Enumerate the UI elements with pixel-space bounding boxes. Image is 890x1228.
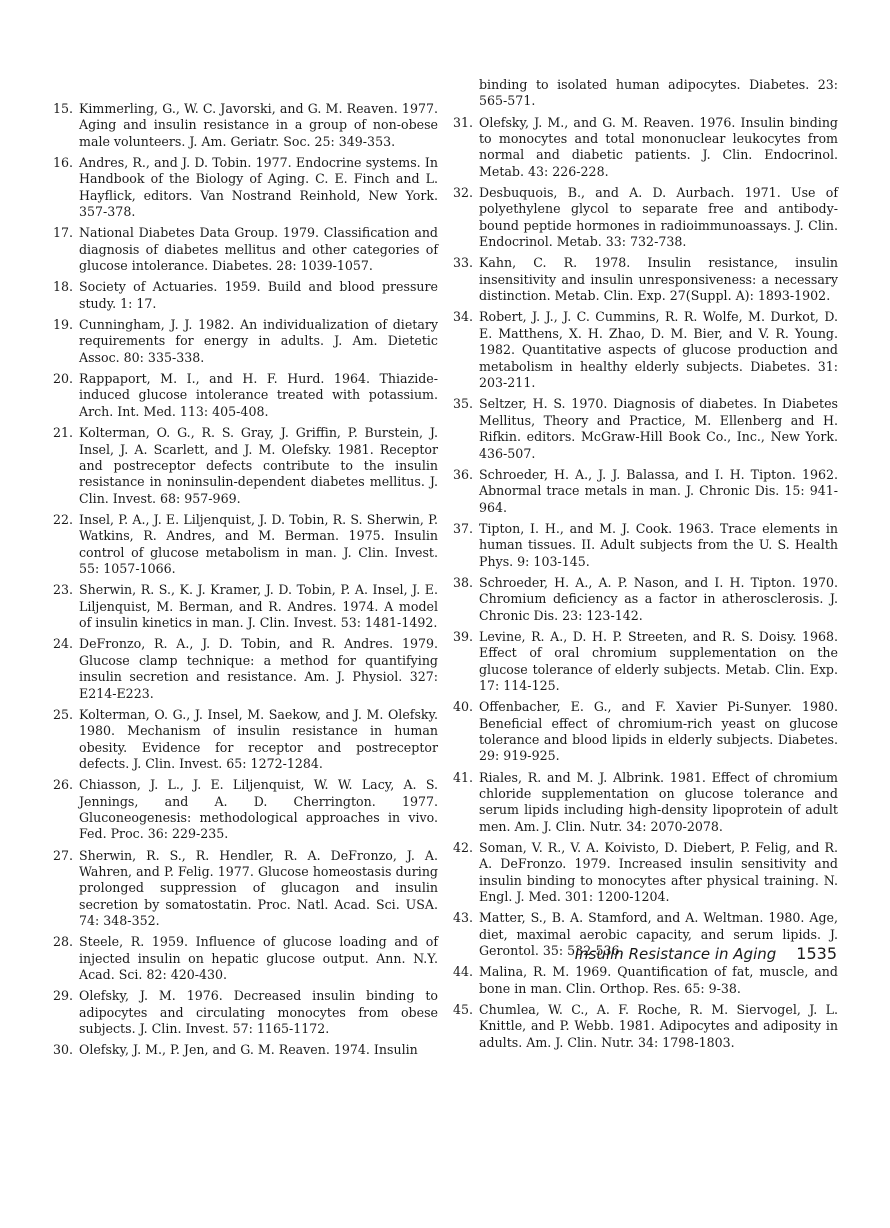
reference-text: National Diabetes Data Group. 1979. Classification and diagnosis of diabetes mellitus and other categories of glucose intolerance. Diabetes. 28: 1039-1057. bbox=[79, 225, 438, 274]
reference-text: Kolterman, O. G., R. S. Gray, J. Griffin, P. Burstein, J. Insel, J. A. Scarlett, and J. M. Olefsky. 1981. Receptor and postreceptor defects contribute to the insulin resistance in noninsulin-dependent diabetes mellitus. J. Clin. Invest. 68: 957-969. bbox=[79, 425, 438, 506]
reference-number: 31. bbox=[453, 114, 474, 130]
reference-item bbox=[53, 101, 438, 150]
reference-text: Andres, R., and J. D. Tobin. 1977. Endocrine systems. In Handbook of the Biology of Aging. C. E. Finch and L. Hayflick, editors. Van Nostrand Reinhold, New York. 357-378. bbox=[79, 155, 438, 220]
reference-number: 42. bbox=[453, 840, 474, 856]
reference-text: Desbuquois, B., and A. D. Aurbach. 1971. Use of polyethylene glycol to separate free and antibody-bound peptide hormones in radioimmunoassays. J. Clin. Endocrinol. Metab. 33: 732-738. bbox=[479, 185, 838, 250]
reference-text: Seltzer, H. S. 1970. Diagnosis of diabetes. In Diabetes Mellitus, Theory and Practice, M. Ellenberg and H. Rifkin. editors. McGraw-Hill Book Co., Inc., New York. 436-507. bbox=[479, 396, 838, 461]
reference-number: 40. bbox=[453, 699, 474, 715]
reference-text: Schroeder, H. A., J. J. Balassa, and I. H. Tipton. 1962. Abnormal trace metals in man. J. Chronic Dis. 15: 941-964. bbox=[479, 466, 838, 515]
reference-number: 15. bbox=[53, 101, 74, 116]
reference-continuation bbox=[453, 77, 838, 110]
reference-item bbox=[453, 467, 838, 516]
reference-text: Robert, J. J., J. C. Cummins, R. R. Wolfe, M. Durkot, D. E. Matthens, X. H. Zhao, D. M. Bier, and V. R. Young. 1982. Quantitative aspects of glucose production and metabolism in healthy elderly subjects. Diabetes. 31: 203-211. bbox=[479, 309, 838, 391]
reference-text: Insel, P. A., J. E. Liljenquist, J. D. Tobin, R. S. Sherwin, P. Watkins, R. Andres, and M. Berman. 1975. Insulin control of glucose metabolism in man. J. Clin. Invest. 55: 1057-1066. bbox=[79, 511, 438, 577]
reference-number: 20. bbox=[53, 371, 74, 387]
reference-number: 27. bbox=[53, 847, 74, 863]
reference-text: Sherwin, R. S., R. Hendler, R. A. DeFronzo, J. A. Wahren, and P. Felig. 1977. Glucose homeostasis during prolonged suppression of glucagon and insulin secretion by somatostatin. Proc. Natl. Acad. Sci. USA. 74: 348-352. bbox=[79, 847, 438, 929]
reference-text: Kolterman, O. G., J. Insel, M. Saekow, and J. M. Olefsky. 1980. Mechanism of insulin resistance in human obesity. Evidence for receptor and postreceptor defects. J. Clin. Invest. 65: 1272-1284. bbox=[79, 706, 438, 771]
reference-number: 28. bbox=[53, 934, 74, 950]
reference-item bbox=[453, 115, 838, 181]
reference-text: Steele, R. 1959. Influence of glucose loading and of injected insulin on hepatic glucose output. Ann. N.Y. Acad. Sci. 82: 420-430. bbox=[79, 934, 438, 983]
reference-item bbox=[453, 396, 838, 462]
reference-item bbox=[53, 848, 438, 930]
reference-text: Riales, R. and M. J. Albrink. 1981. Effect of chromium chloride supplementation on glucose tolerance and serum lipids including high-density lipoprotein of adult men. Am. J. Clin. Nutr. 34: 2070-2078. bbox=[479, 769, 838, 834]
reference-item bbox=[53, 317, 438, 366]
reference-number: 38. bbox=[453, 574, 474, 590]
reference-text: Malina, R. M. 1969. Quantification of fat, muscle, and bone in man. Clin. Orthop. Res. 65: 9-38. bbox=[479, 964, 838, 996]
reference-text: Olefsky, J. M., and G. M. Reaven. 1976. Insulin binding to monocytes and total mononuclear leukocytes from normal and diabetic patients. J. Clin. Endocrinol. Metab. 43: 226-228. bbox=[479, 114, 838, 179]
reference-text: Kimmerling, G., W. C. Javorski, and G. M. Reaven. 1977. Aging and insulin resistance in a group of non-obese male volunteers. J. Am. Geriatr. Soc. 25: 349-353. bbox=[79, 101, 438, 149]
reference-number: 41. bbox=[453, 769, 474, 785]
reference-text: binding to isolated human adipocytes. Diabetes. 23: 565-571. bbox=[479, 77, 838, 109]
reference-item bbox=[53, 279, 438, 312]
reference-item bbox=[453, 255, 838, 304]
reference-item bbox=[53, 934, 438, 983]
reference-item bbox=[453, 185, 838, 251]
reference-text: DeFronzo, R. A., J. D. Tobin, and R. Andres. 1979. Glucose clamp technique: a method for quantifying insulin secretion and resistance. Am. J. Physiol. 327: E214-E223. bbox=[79, 636, 438, 701]
reference-text: Olefsky, J. M. 1976. Decreased insulin binding to adipocytes and circulating monocytes from obese subjects. J. Clin. Invest. 57: 1165-1172. bbox=[79, 988, 438, 1037]
reference-text: Society of Actuaries. 1959. Build and blood pressure study. 1: 17. bbox=[79, 279, 438, 311]
reference-item bbox=[53, 636, 438, 702]
reference-number: 25. bbox=[53, 706, 74, 722]
reference-number: 43. bbox=[453, 910, 474, 926]
reference-text: Rappaport, M. I., and H. F. Hurd. 1964. Thiazide-induced glucose intolerance treated with potassium. Arch. Int. Med. 113: 405-408. bbox=[79, 371, 438, 419]
reference-number: 30. bbox=[53, 1042, 74, 1058]
reference-number: 29. bbox=[53, 988, 74, 1004]
reference-number: 19. bbox=[53, 317, 74, 333]
reference-item bbox=[453, 521, 838, 570]
reference-text: Matter, S., B. A. Stamford, and A. Weltman. 1980. Age, diet, maximal aerobic capacity, and serum lipids. J. Gerontol. 35: 532-536. bbox=[479, 910, 838, 959]
page-footer bbox=[575, 944, 837, 963]
reference-number: 21. bbox=[53, 425, 74, 441]
running-title: Insulin Resistance in Aging bbox=[574, 945, 777, 963]
reference-number: 45. bbox=[453, 1002, 474, 1018]
reference-text: Schroeder, H. A., A. P. Nason, and I. H. Tipton. 1970. Chromium deficiency as a factor in atherosclerosis. J. Chronic Dis. 23: 123-142. bbox=[479, 574, 838, 623]
reference-number: 22. bbox=[53, 511, 74, 527]
reference-number: 44. bbox=[453, 964, 474, 980]
reference-text: Soman, V. R., V. A. Koivisto, D. Diebert, P. Felig, and R. A. DeFronzo. 1979. Increased insulin sensitivity and insulin binding to monocytes after physical training. N. Engl. J. Med. 301: 1200-1204. bbox=[479, 840, 838, 905]
reference-number: 16. bbox=[53, 155, 74, 171]
reference-item bbox=[453, 770, 838, 836]
reference-item bbox=[53, 155, 438, 221]
reference-list-right bbox=[453, 77, 838, 1056]
reference-text: Chiasson, J. L., J. E. Liljenquist, W. W. Lacy, A. S. Jennings, and A. D. Cherrington. 1977. Gluconeogenesis: methodological approaches in vivo. Fed. Proc. 36: 229-235. bbox=[79, 777, 438, 842]
reference-number: 32. bbox=[453, 185, 474, 201]
reference-list-left bbox=[53, 101, 438, 1064]
reference-item bbox=[453, 964, 838, 997]
reference-number: 37. bbox=[453, 520, 474, 536]
reference-item bbox=[53, 371, 438, 420]
reference-item bbox=[53, 777, 438, 843]
reference-number: 39. bbox=[453, 628, 474, 644]
reference-number: 17. bbox=[53, 225, 74, 241]
reference-number: 18. bbox=[53, 279, 74, 295]
page-number: 1535 bbox=[796, 944, 837, 963]
reference-item bbox=[53, 425, 438, 507]
reference-text: Sherwin, R. S., K. J. Kramer, J. D. Tobin, P. A. Insel, J. E. Liljenquist, M. Berman, and R. Andres. 1974. A model of insulin kinetics in man. J. Clin. Invest. 53: 1481-1492. bbox=[79, 582, 438, 631]
reference-item bbox=[453, 629, 838, 695]
reference-item bbox=[453, 699, 838, 765]
reference-item bbox=[53, 988, 438, 1037]
reference-item bbox=[453, 575, 838, 624]
reference-text: Kahn, C. R. 1978. Insulin resistance, insulin insensitivity and insulin unresponsiveness: a necessary distinction. Metab. Clin. Exp. 27(Suppl. A): 1893-1902. bbox=[479, 255, 838, 304]
reference-item bbox=[53, 225, 438, 274]
reference-text: Tipton, I. H., and M. J. Cook. 1963. Trace elements in human tissues. II. Adult subjects from the U. S. Health Phys. 9: 103-145. bbox=[479, 520, 838, 569]
reference-number: 26. bbox=[53, 777, 74, 793]
reference-text: Cunningham, J. J. 1982. An individualization of dietary requirements for energy in adults. J. Am. Dietetic Assoc. 80: 335-338. bbox=[79, 317, 438, 365]
reference-text: Chumlea, W. C., A. F. Roche, R. M. Siervogel, J. L. Knittle, and P. Webb. 1981. Adipocytes and adiposity in adults. Am. J. Clin. Nutr. 34: 1798-1803. bbox=[479, 1002, 838, 1050]
reference-item bbox=[453, 309, 838, 391]
reference-item bbox=[53, 1042, 438, 1058]
reference-item bbox=[453, 840, 838, 906]
reference-number: 36. bbox=[453, 466, 474, 482]
reference-item bbox=[53, 512, 438, 578]
reference-number: 24. bbox=[53, 636, 74, 652]
reference-number: 34. bbox=[453, 309, 474, 325]
reference-number: 23. bbox=[53, 582, 74, 598]
reference-number: 33. bbox=[453, 255, 474, 271]
reference-item bbox=[453, 1002, 838, 1051]
reference-text: Offenbacher, E. G., and F. Xavier Pi-Sunyer. 1980. Beneficial effect of chromium-rich yeast on glucose tolerance and blood lipids in elderly subjects. Diabetes. 29: 919-925. bbox=[479, 699, 838, 764]
reference-text: Levine, R. A., D. H. P. Streeten, and R. S. Doisy. 1968. Effect of oral chromium supplementation on the glucose tolerance of elderly subjects. Metab. Clin. Exp. 17: 114-125. bbox=[479, 628, 838, 693]
reference-item bbox=[53, 707, 438, 773]
reference-text: Olefsky, J. M., P. Jen, and G. M. Reaven. 1974. Insulin bbox=[79, 1042, 418, 1058]
reference-item bbox=[53, 582, 438, 631]
reference-number: 35. bbox=[453, 396, 474, 412]
